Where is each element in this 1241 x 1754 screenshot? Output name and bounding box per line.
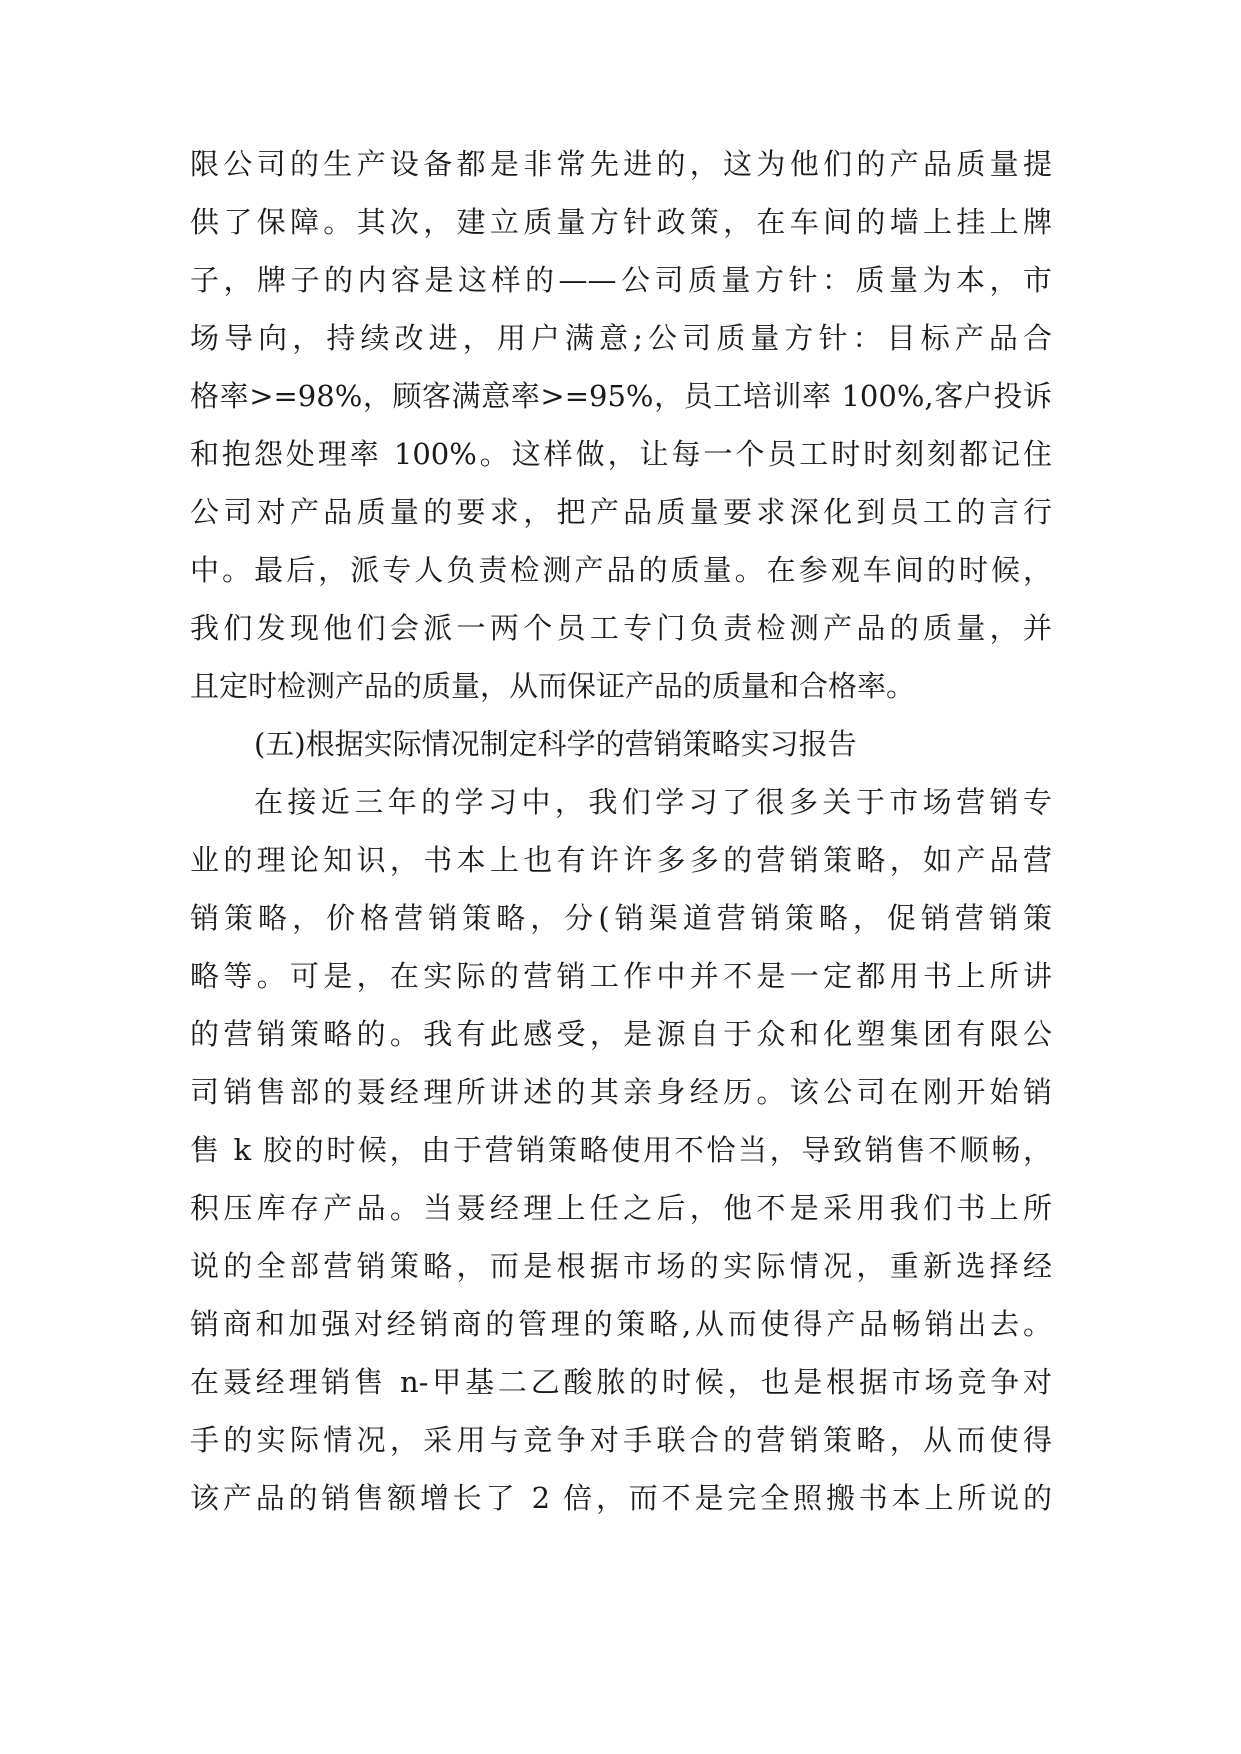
section-heading: (五)根据实际情况制定科学的营销策略实习报告	[254, 727, 857, 761]
text-line: 销策略，价格营销策略，分(销渠道营销策略，促销营销策	[190, 901, 1052, 935]
text-line: 限公司的生产设备都是非常先进的，这为他们的产品质量提	[190, 147, 1052, 181]
text-line: 说的全部营销策略，而是根据市场的实际情况，重新选择经	[190, 1249, 1052, 1283]
text-line: 场导向，持续改进，用户满意;公司质量方针：目标产品合	[190, 321, 1052, 355]
text-line: 和抱怨处理率 100%。这样做，让每一个员工时时刻刻都记住	[190, 437, 1052, 471]
text-line: 该产品的销售额增长了 2 倍，而不是完全照搬书本上所说的	[190, 1481, 1052, 1515]
text-line: 供了保障。其次，建立质量方针政策，在车间的墙上挂上牌	[190, 205, 1052, 239]
text-line: 积压库存产品。当聂经理上任之后，他不是采用我们书上所	[190, 1191, 1052, 1225]
text-line: 略等。可是，在实际的营销工作中并不是一定都用书上所讲	[190, 959, 1052, 993]
text-line: 在聂经理销售 n-甲基二乙酸脓的时候，也是根据市场竞争对	[190, 1365, 1052, 1399]
text-line: 子，牌子的内容是这样的——公司质量方针：质量为本，市	[190, 263, 1052, 297]
text-line: 格率>=98%，顾客满意率>=95%，员工培训率 100%,客户投诉	[190, 379, 1052, 413]
text-line: 中。最后，派专人负责检测产品的质量。在参观车间的时候，	[190, 553, 1052, 587]
text-line: 司销售部的聂经理所讲述的其亲身经历。该公司在刚开始销	[190, 1075, 1052, 1109]
text-line: 手的实际情况，采用与竞争对手联合的营销策略，从而使得	[190, 1423, 1052, 1457]
text-line: 公司对产品质量的要求，把产品质量要求深化到员工的言行	[190, 495, 1052, 529]
text-line: 售 k 胶的时候，由于营销策略使用不恰当，导致销售不顺畅，	[190, 1133, 1052, 1167]
text-line: 我们发现他们会派一两个员工专门负责检测产品的质量，并	[190, 611, 1052, 645]
text-line: 且定时检测产品的质量，从而保证产品的质量和合格率。	[190, 669, 916, 703]
text-line: 在接近三年的学习中，我们学习了很多关于市场营销专	[254, 785, 1052, 819]
text-line: 的营销策略的。我有此感受，是源自于众和化塑集团有限公	[190, 1017, 1052, 1051]
text-line: 业的理论知识，书本上也有许许多多的营销策略，如产品营	[190, 843, 1052, 877]
text-line: 销商和加强对经销商的管理的策略,从而使得产品畅销出去。	[190, 1307, 1052, 1341]
